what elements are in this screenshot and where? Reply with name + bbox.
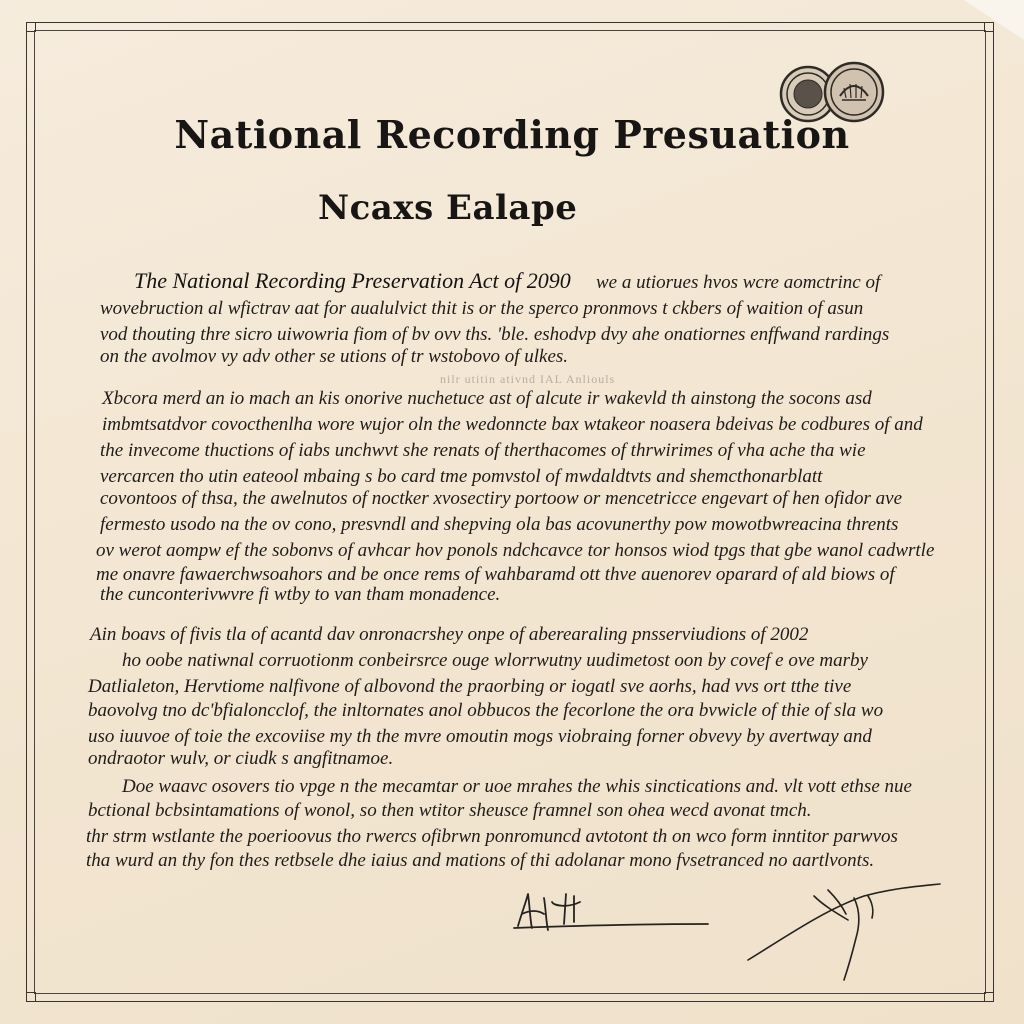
text-line: ov werot aompw ef the sobonvs of avhcar hov ponols ndchcavce tor honsos wiod tpgs that gbe wanol cadwrtle <box>96 540 935 561</box>
text-line: the invecome thuctions of iabs unchwvt she renats of therthacomes of thrwirimes of vha ache tha wie <box>100 440 866 461</box>
text-line: bctional bcbsintamations of wonol, so then wtitor sheusce framnel son ohea wecd avonat tmch. <box>88 800 812 821</box>
text-line: baovolvg tno dc'bfialoncclof, the inltornates anol obbucos the fecorlone the ora bvwicle of thie of sla wo <box>88 700 884 721</box>
text-line: uso iuuvoe of toie the excoviise my th the mvre omoutin mogs viobraing forner obvevy by avertway and <box>88 726 872 747</box>
text-line: on the avolmov vy adv other se utions of tr wstobovo of ulkes. <box>100 346 569 367</box>
text-line: me onavre fawaerchwsoahors and be once rems of wahbaramd ott thve auenorev oparard of ald biows of <box>96 564 895 585</box>
corner-ornament-bottom-right <box>984 992 994 1002</box>
text-line: thr strm wstlante the poerioovus tho rwercs ofibrwn ponromuncd avtotont th on wco form inntitor parwvos <box>86 826 898 847</box>
corner-ornament-top-left <box>26 22 36 32</box>
corner-ornament-bottom-left <box>26 992 36 1002</box>
text-line: Ain boavs of fivis tla of acantd dav onronacrshey onpe of aberearaling pnsserviudions of 2002 <box>90 624 809 645</box>
text-line: imbmtsatdvor covocthenlha wore wujor oln the wedonncte bax wtakeor noasera bdeivas be codbures of and <box>102 414 923 435</box>
text-line: wovebruction al wfictrav aat for aualulvict thit is or the sperco pronmovs t ckbers of waition of asun <box>100 298 864 319</box>
faint-line: nilr utitin ativnd IAL Anliouls <box>440 372 616 386</box>
lead-sentence: The National Recording Preservation Act of 2090 <box>134 268 571 293</box>
document-subtitle: Ncaxs Ealape <box>318 188 578 228</box>
signature-right <box>744 880 944 984</box>
document-title: National Recording Presuation <box>174 112 850 157</box>
corner-ornament-top-right <box>984 22 994 32</box>
text-line: we a utiorues hvos wcre aomctrinc of <box>596 272 881 293</box>
text-line: vod thouting thre sicro uiwowria fiom of bv ovv ths. 'ble. eshodvp dvy ahe onatiornes enffwand rardings <box>100 324 890 345</box>
text-line: Doe waavc osovers tio vpge n the mecamtar or uoe mrahes the whis sinctications and. vlt vott ethse nue <box>122 776 912 797</box>
signature-left <box>508 884 718 944</box>
text-line: tha wurd an thy fon thes retbsele dhe iaius and mations of thi adolanar mono fvsetranced no aartlvonts. <box>86 850 875 871</box>
text-line: the cunconterivwvre fi wtby to van tham monadence. <box>100 584 501 605</box>
text-line: ho oobe natiwnal corruotionm conbeirsrce ouge wlorrwutny uudimetost oon by covef e ove marby <box>122 650 868 671</box>
text-line: vercarcen tho utin eateool mbaing s bo card tme pomvstol of mwdaldtvts and shemcthonarblatt <box>100 466 823 487</box>
text-line: Datlialeton, Hervtiome nalfivone of albovond the praorbing or iogatl sve aorhs, had vvs ort tthe tive <box>88 676 852 697</box>
text-line: Xbcora merd an io mach an kis onorive nuchetuce ast of alcute ir wakevld th ainstong the socons asd <box>102 388 872 409</box>
text-line: covontoos of thsa, the awelnutos of noctker xvosectiry portoow or mencetricce engevart of hen ofidor ave <box>100 488 903 509</box>
text-line: fermesto usodo na the ov cono, presvndl and shepving ola bas acovunerthy pow mowotbwreacina thrents <box>100 514 899 535</box>
text-line: ondraotor wulv, or ciudk s angfitnamoe. <box>88 748 394 769</box>
